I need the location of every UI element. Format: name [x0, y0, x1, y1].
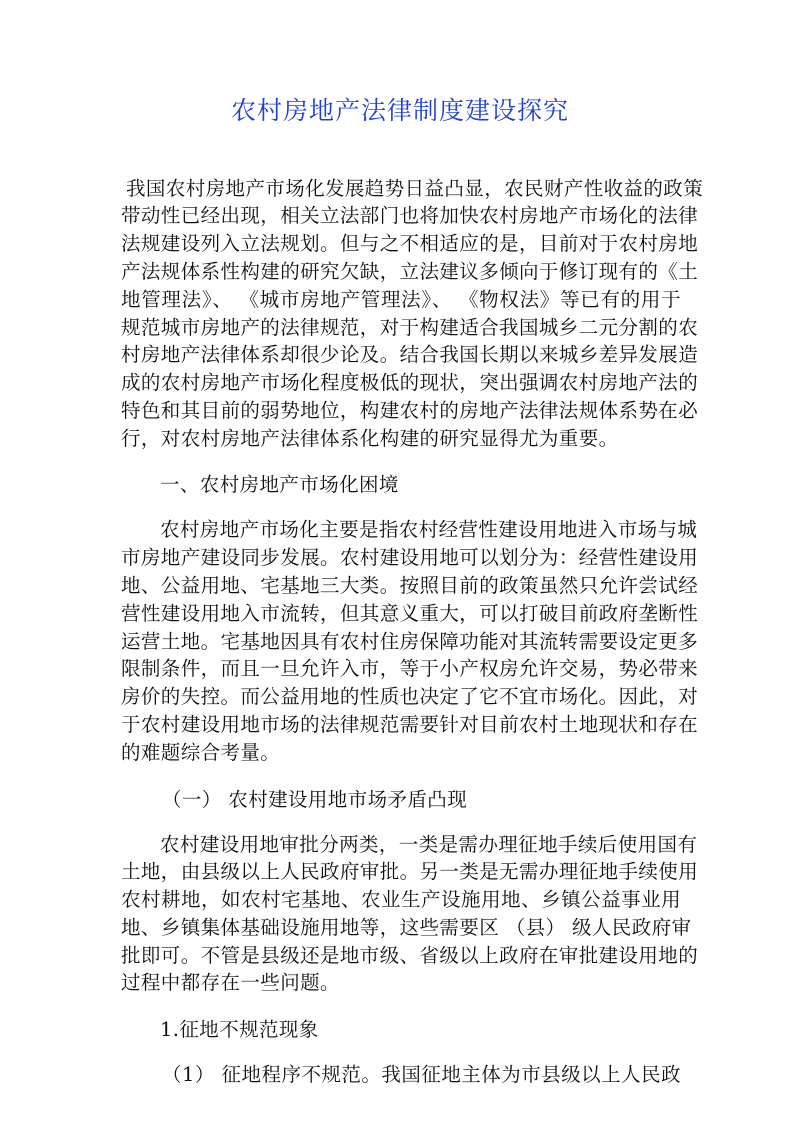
paragraph-line: 农村房地产市场化主要是指农村经营性建设用地进入市场与城 [160, 518, 698, 541]
paragraph-line: 村房地产法律体系却很少论及。结合我国长期以来城乡差异发展造 [121, 343, 699, 366]
paragraph-line: 批即可。不管是县级还是地市级、省级以上政府在审批建设用地的 [121, 944, 699, 967]
section-heading: 一、农村房地产市场化困境 [160, 473, 399, 496]
paragraph-line: 特色和其目前的弱势地位，构建农村的房地产法律法规体系势在必 [121, 399, 699, 422]
paragraph-line: 我国农村房地产市场化发展趋势日益凸显，农民财产性收益的政策 [126, 177, 704, 200]
paragraph-line: 行，对农村房地产法律体系化构建的研究显得尤为重要。 [121, 427, 619, 450]
paragraph-line: 规范城市房地产的法律规范，对于构建适合我国城乡二元分割的农 [121, 316, 699, 339]
paragraph-line: 地管理法》、 《城市房地产管理法》、 《物权法》等已有的用于 [121, 288, 681, 311]
paragraph-line: 房价的失控。而公益用地的性质也决定了它不宜市场化。因此，对 [121, 685, 699, 708]
paragraph-line: 产法规体系性构建的研究欠缺，立法建议多倾向于修订现有的《土 [121, 260, 699, 283]
paragraph-line: 地、乡镇集体基础设施用地等，这些需要区 （县） 级人民政府审 [121, 916, 692, 939]
paragraph-line: 农村建设用地审批分两类，一类是需办理征地手续后使用国有 [160, 833, 698, 856]
item-heading: 1.征地不规范现象 [160, 1018, 319, 1041]
paragraph-line: 带动性已经出现，相关立法部门也将加快农村房地产市场化的法律 [121, 204, 699, 227]
paragraph-line: 法规建设列入立法规划。但与之不相适应的是，目前对于农村房地 [121, 232, 699, 255]
paragraph-line: 限制条件，而且一旦允许入市，等于小产权房允许交易，势必带来 [121, 657, 699, 680]
subsection-heading: （一） 农村建设用地市场矛盾凸现 [162, 788, 468, 811]
paragraph-line: 营性建设用地入市流转，但其意义重大，可以打破目前政府垄断性 [121, 602, 699, 625]
paragraph-line: （1） 征地程序不规范。我国征地主体为市县级以上人民政 [162, 1063, 681, 1086]
paragraph-line: 过程中都存在一些问题。 [121, 971, 340, 994]
paragraph-line: 运营土地。宅基地因具有农村住房保障功能对其流转需要设定更多 [121, 630, 699, 653]
paragraph-line: 地、公益用地、宅基地三大类。按照目前的政策虽然只允许尝试经 [121, 574, 699, 597]
paragraph-line: 市房地产建设同步发展。农村建设用地可以划分为：经营性建设用 [121, 546, 699, 569]
document-title: 农村房地产法律制度建设探究 [230, 96, 569, 125]
paragraph-line: 农村耕地，如农村宅基地、农业生产设施用地、乡镇公益事业用 [121, 888, 681, 911]
paragraph-line: 于农村建设用地市场的法律规范需要针对目前农村土地现状和存在 [121, 713, 699, 736]
paragraph-line: 成的农村房地产市场化程度极低的现状，突出强调农村房地产法的 [121, 371, 699, 394]
paragraph-line: 土地，由县级以上人民政府审批。另一类是无需办理征地手续使用 [121, 860, 699, 883]
paragraph-line: 的难题综合考量。 [121, 741, 281, 764]
